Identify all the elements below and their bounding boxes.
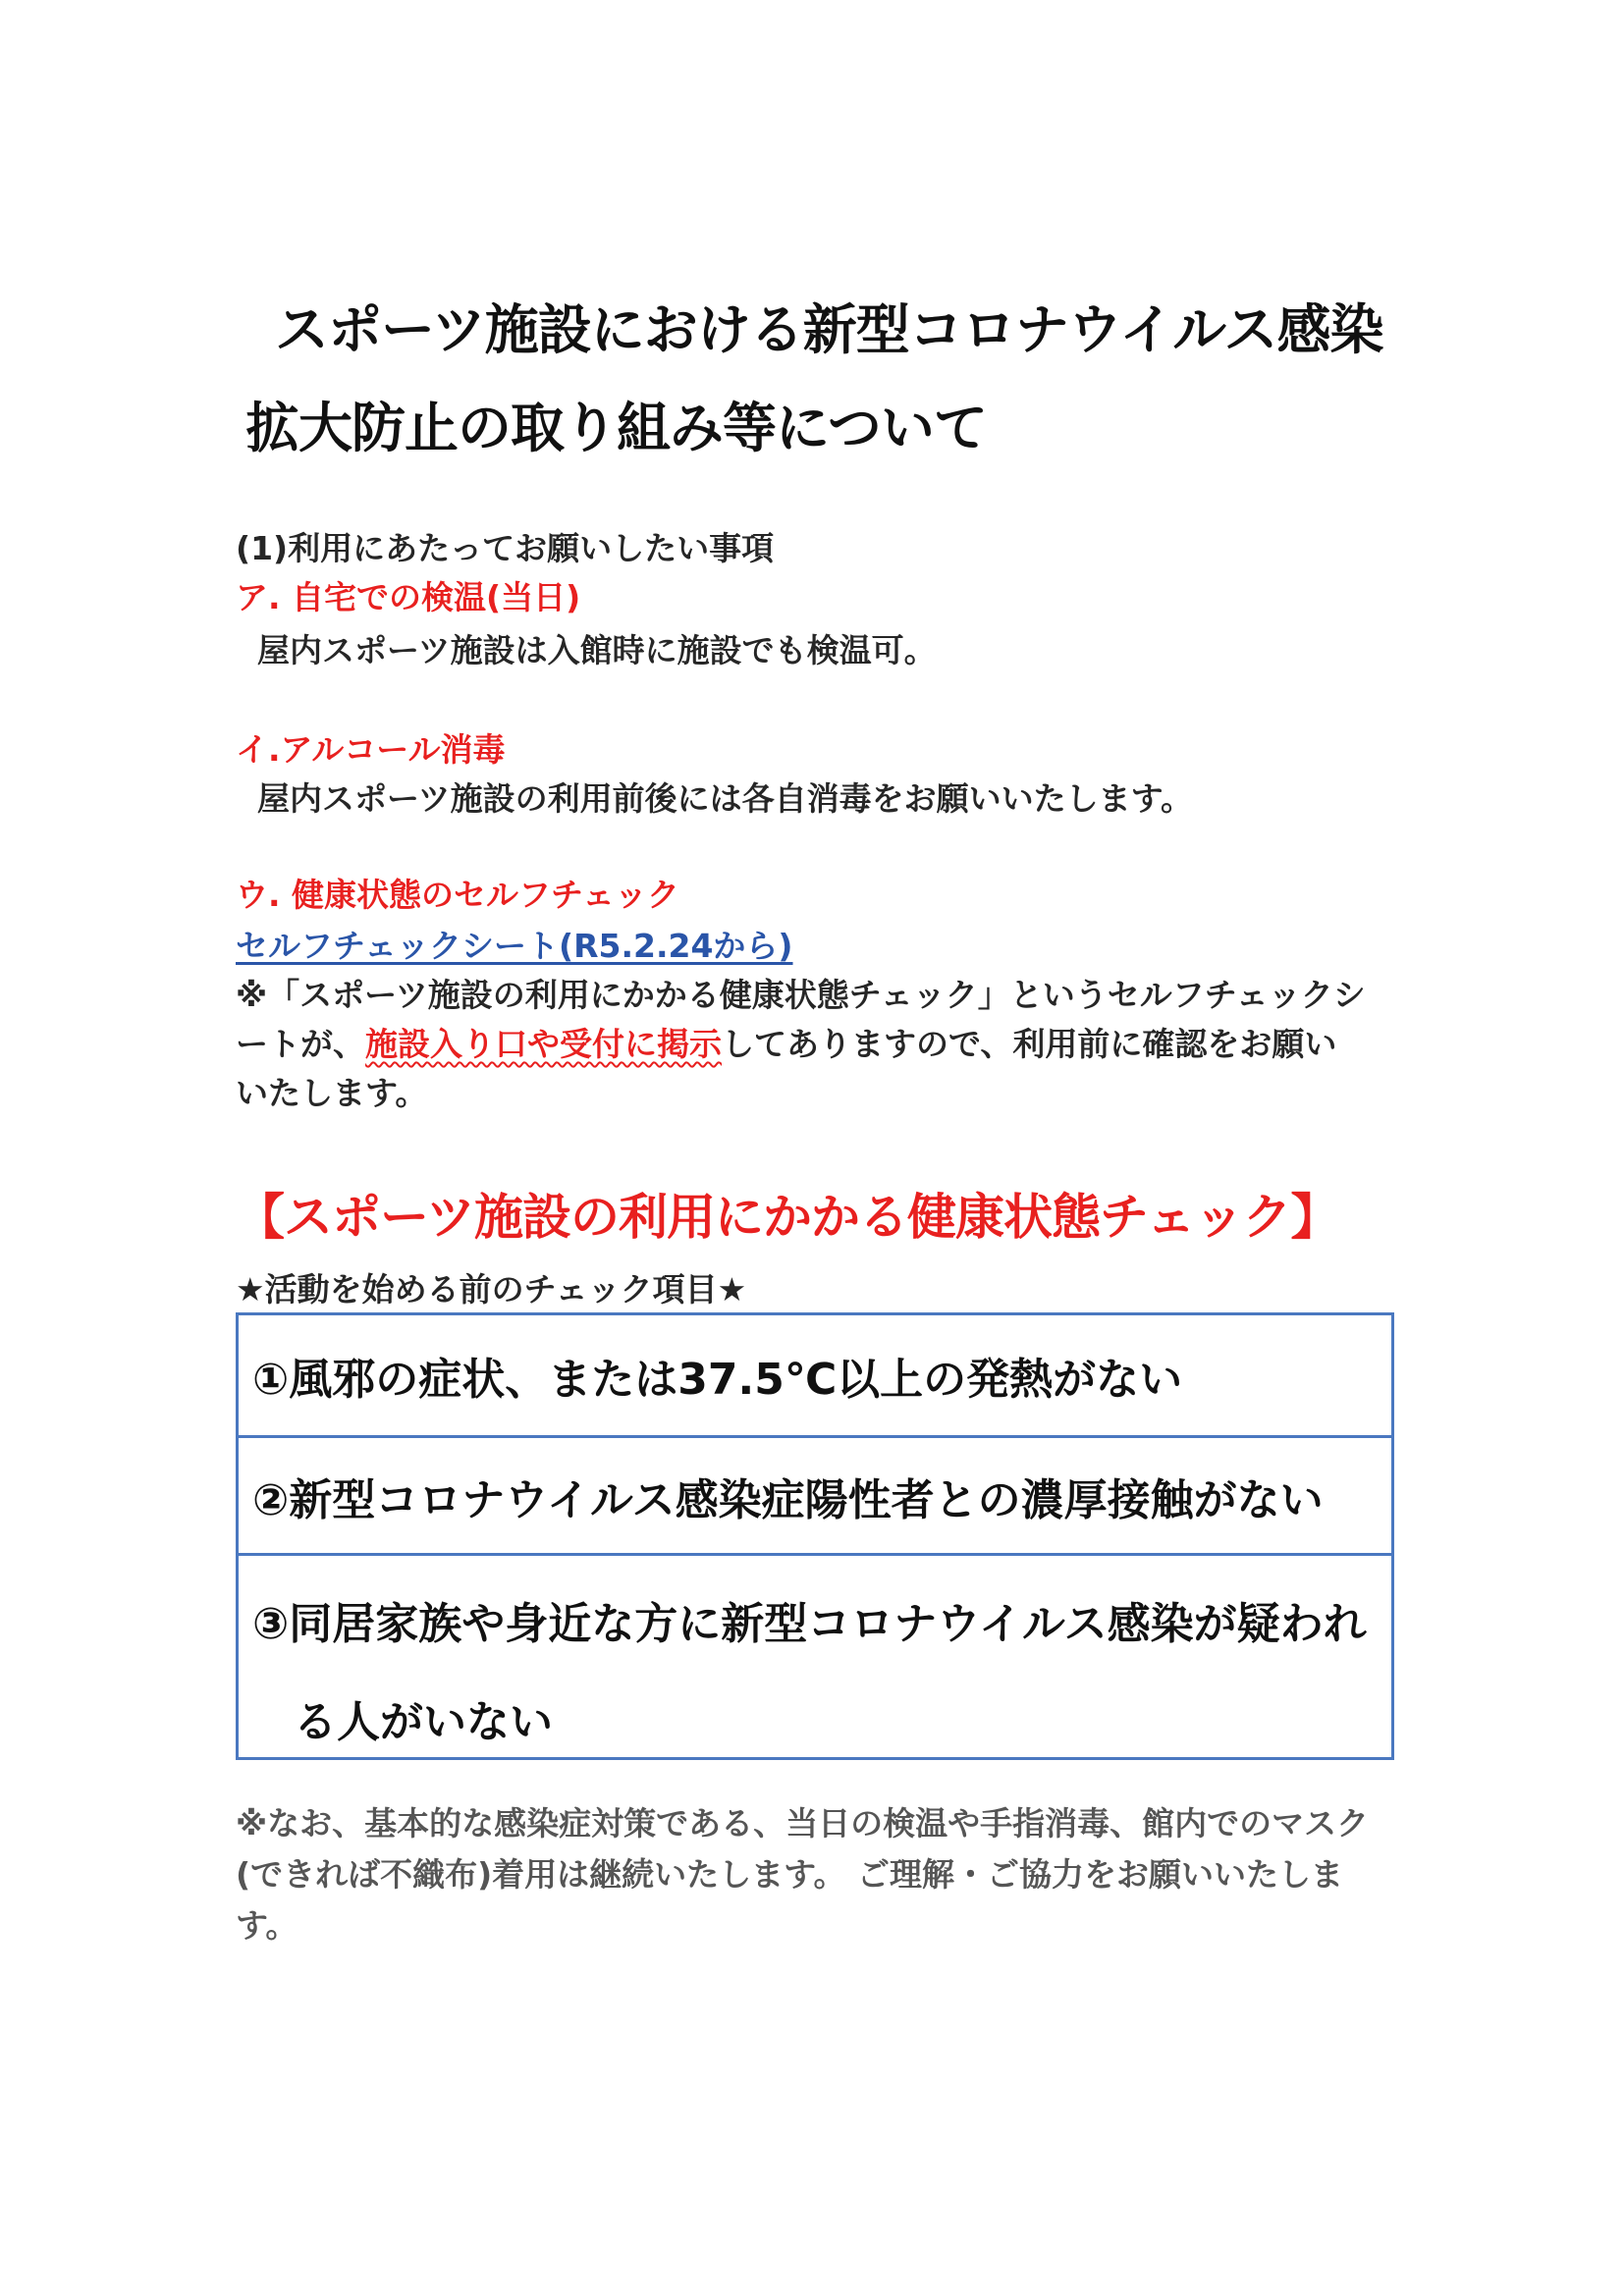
section-heading: (1)利用にあたってお願いしたい事項 [236, 529, 775, 567]
page-title-line-2: 拡大防止の取り組み等について [245, 397, 987, 459]
note-line-2-pre: ートが、 [236, 1025, 365, 1063]
self-check-note-line-2 [236, 1019, 1336, 1065]
check-item-3 [239, 1556, 1391, 1757]
check-item-1 [239, 1315, 1391, 1438]
item-i-text: 屋内スポーツ施設の利用前後には各自消毒をお願いいたします。 [257, 779, 1194, 818]
footer-note: ※なお、基本的な感染症対策である、当日の検温や手指消毒、館内でのマスク(できれば不織布)着用は継続いたします。 ご理解・ご協力をお願いいたします。 [236, 1804, 1370, 1945]
item-a-text: 屋内スポーツ施設は入館時に施設でも検温可。 [257, 631, 937, 669]
check-item-1-text: ①風邪の症状、または37.5℃以上の発熱がない [252, 1355, 1183, 1405]
item-u-label: ウ. 健康状態のセルフチェック [236, 876, 680, 914]
check-item-3-text: ③同居家族や身近な方に新型コロナウイルス感染が疑われ [252, 1599, 1367, 1649]
note-line-2-post: してありますので、利用前に確認をお願い [722, 1025, 1337, 1063]
check-item-2 [239, 1438, 1391, 1556]
item-i-label: イ.アルコール消毒 [236, 730, 506, 769]
item-a-label: ア. 自宅での検温(当日) [236, 578, 581, 616]
page-title-line-1: スポーツ施設における新型コロナウイルス感染 [275, 298, 1383, 361]
self-check-note-line-1: ※「スポーツ施設の利用にかかる健康状態チェック」というセルフチェックシ [236, 976, 1366, 1014]
health-check-subtitle: ★活動を始める前のチェック項目★ [236, 1270, 747, 1308]
health-check-title: 【スポーツ施設の利用にかかる健康状態チェック】 [236, 1189, 1339, 1246]
check-item-2-text: ②新型コロナウイルス感染症陽性者との濃厚接触がない [252, 1474, 1324, 1525]
check-item-3-continuation: る人がいない [294, 1697, 553, 1747]
note-highlight: 施設入り口や受付に掲示 [365, 1025, 722, 1063]
self-check-note-line-3: いたします。 [236, 1074, 428, 1112]
self-check-sheet-link[interactable]: セルフチェックシート(R5.2.24から) [236, 927, 793, 965]
health-check-table [236, 1312, 1394, 1760]
